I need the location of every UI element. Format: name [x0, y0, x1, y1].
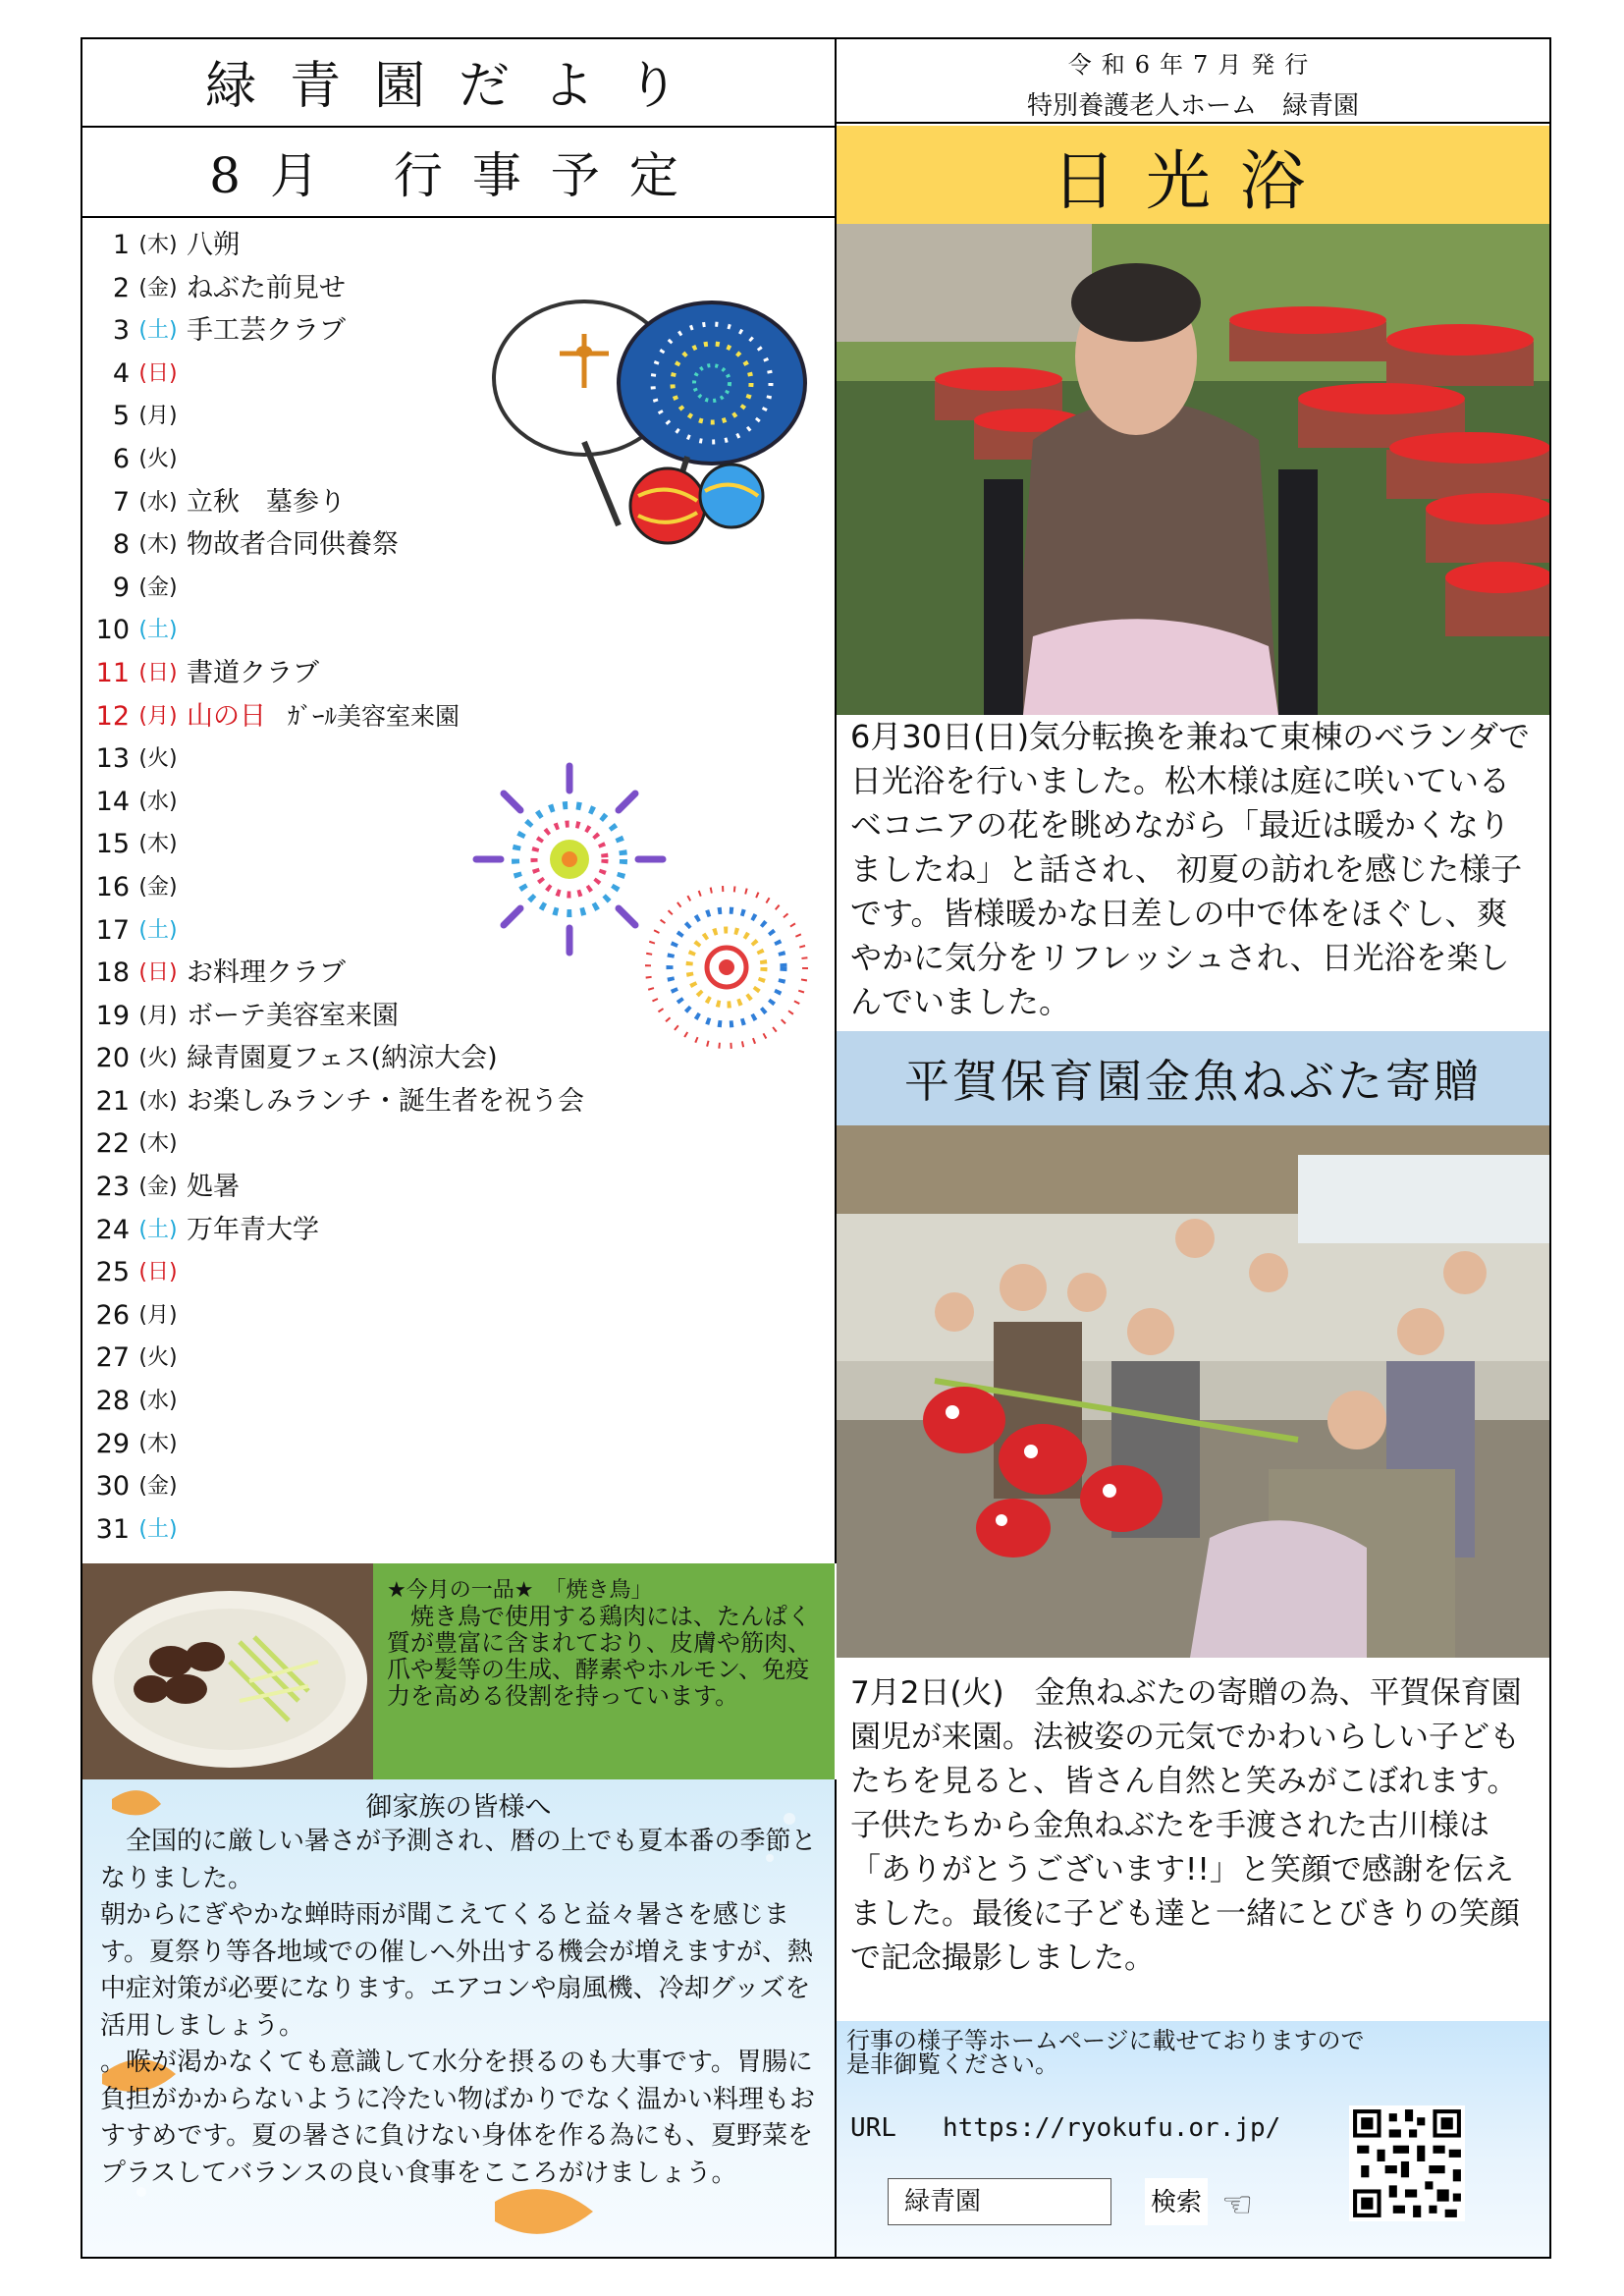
schedule-weekday: (日) — [138, 960, 178, 986]
schedule-weekday: (火) — [138, 1345, 178, 1371]
schedule-day: 22 — [95, 1128, 130, 1160]
schedule-day: 18 — [95, 957, 130, 989]
schedule-day: 7 — [112, 486, 130, 518]
sunbath-title: 日光浴 — [837, 126, 1549, 224]
schedule-row — [90, 1337, 827, 1380]
schedule-day: 28 — [95, 1386, 130, 1417]
schedule-day: 2 — [112, 272, 130, 303]
goldfish-photo — [837, 1125, 1549, 1658]
family-letter-title: 御家族の皆様へ — [365, 1792, 552, 1823]
schedule-event: ねぶた前見せ — [187, 272, 346, 303]
schedule-row — [90, 1166, 827, 1209]
schedule-weekday: (日) — [138, 360, 178, 386]
schedule-weekday: (金) — [138, 1175, 178, 1200]
monthly-dish-heading: ★今月の一品★ 「焼き鳥」 — [387, 1578, 653, 1603]
schedule-weekday: (水) — [138, 1389, 178, 1414]
schedule-weekday: (水) — [138, 1088, 178, 1114]
schedule-row — [90, 1209, 827, 1252]
schedule-event: ボーテ美容室来園 — [187, 1000, 399, 1031]
homepage-note — [846, 2029, 1365, 2076]
homepage-box — [837, 2021, 1549, 2257]
schedule-event: 八朔 — [187, 230, 240, 260]
monthly-dish-text: 焼き鳥で使用する鶏肉には、たんぱく質が豊富に含まれており、皮膚や筋肉、爪や髪等の生成、酵素やホルモン、免疫力を高める役割を持っています。 — [387, 1603, 811, 1710]
schedule-day: 26 — [95, 1299, 130, 1331]
issue-date: 令和6年7月発行 — [1067, 51, 1319, 79]
sunbath-photo — [837, 224, 1549, 715]
schedule-weekday: (水) — [138, 789, 178, 814]
schedule-row — [90, 1122, 827, 1166]
schedule-row — [90, 567, 827, 610]
schedule-row — [90, 1508, 827, 1552]
family-paragraph: 。喉が渇かなくても意識して水分を摂るのも大事です。胃腸に負担がかからないように冷たい物ばかりでなく温かい料理もおすすめです。夏の暑さに負けない身体を作る為にも、夏野菜をプラスしてバランスの良い食事をこころがけましょう。 — [100, 2048, 816, 2188]
schedule-row — [90, 1423, 827, 1466]
goldfish-title: 平賀保育園金魚ねぶた寄贈 — [837, 1031, 1549, 1125]
schedule-weekday: (水) — [138, 489, 178, 515]
schedule-day: 10 — [95, 615, 130, 646]
schedule-row — [90, 1251, 827, 1294]
schedule-event: 緑青園夏フェス(納涼大会) — [187, 1043, 498, 1074]
schedule-day: 15 — [95, 829, 130, 860]
schedule-event: 処暑 — [187, 1172, 240, 1203]
schedule-day: 30 — [95, 1471, 130, 1503]
schedule-row — [90, 1380, 827, 1423]
schedule-row — [90, 609, 827, 652]
schedule-weekday: (火) — [138, 746, 178, 772]
schedule-event: 物故者合同供養祭 — [187, 529, 399, 561]
schedule-weekday: (金) — [138, 874, 178, 900]
schedule-row — [90, 224, 827, 267]
schedule-row — [90, 695, 827, 738]
search-box[interactable]: 緑青園 — [888, 2178, 1111, 2225]
schedule-day: 5 — [112, 401, 130, 432]
schedule-weekday: (土) — [138, 618, 178, 643]
schedule-event: お料理クラブ — [187, 957, 346, 989]
schedule-event: 書道クラブ — [187, 657, 319, 688]
schedule-day: 25 — [95, 1257, 130, 1288]
issue-info — [837, 39, 1549, 122]
schedule-day: 6 — [112, 443, 130, 474]
masthead-rule — [837, 122, 1549, 124]
water-balloon-icon — [630, 465, 763, 543]
yakitori-photo — [82, 1563, 373, 1779]
schedule-row — [90, 1294, 827, 1338]
goldfish-article: 7月2日(火) 金魚ねぶたの寄贈の為、平賀保育園園児が来園。法被姿の元気でかわいらしい子どもたちを見ると、皆さん自然と笑みがこぼれます。子供たちから金魚ねぶたを手渡された古川様は「ありがとうございます!!」と笑顔で感謝を伝えました。最後に子ども達と一緒にとびきりの笑顔で記念撮影しました。 — [850, 1675, 1522, 1976]
schedule-weekday: (月) — [138, 1003, 178, 1028]
schedule-day: 20 — [95, 1043, 130, 1074]
schedule-day: 23 — [95, 1172, 130, 1203]
pointing-hand-icon: ☜ — [1221, 2185, 1254, 2225]
schedule-day: 19 — [95, 1000, 130, 1031]
newsletter-title: 緑青園だより — [204, 56, 712, 116]
schedule-weekday: (木) — [138, 233, 178, 257]
schedule-weekday: (土) — [138, 917, 178, 943]
schedule-event: お楽しみランチ・誕生者を祝う会 — [187, 1085, 584, 1117]
search-button[interactable]: 検索 — [1145, 2178, 1208, 2225]
sunbath-article: 6月30日(日)気分転換を兼ねて東棟のベランダで日光浴を行いました。松木様は庭に咲いているベコニアの花を眺めながら「最近は暖かくなりましたね」と話され、 初夏の訪れを感じた様子です。皆様暖かな日差しの中で体をほぐし、爽やかに気分をリフレッシュされ、日光浴を楽しんでいました。 — [850, 718, 1530, 1020]
firework-small-icon — [648, 889, 805, 1046]
schedule-weekday: (月) — [138, 703, 178, 729]
homepage-url-link[interactable]: https://ryokufu.or.jp/ — [942, 2113, 1281, 2143]
schedule-title: 8月 行事予定 — [82, 126, 835, 218]
schedule-weekday: (金) — [138, 574, 178, 600]
schedule-day: 16 — [95, 871, 130, 902]
schedule-day: 27 — [95, 1342, 130, 1374]
schedule-day: 14 — [95, 786, 130, 817]
schedule-event: 万年青大学 — [187, 1214, 319, 1245]
schedule-day: 31 — [95, 1513, 130, 1545]
schedule-weekday: (土) — [138, 1516, 178, 1542]
schedule-weekday: (金) — [138, 1474, 178, 1500]
schedule-day: 13 — [95, 743, 130, 775]
fireworks-illustration — [471, 746, 825, 1070]
monthly-dish-box — [373, 1563, 835, 1779]
uchiwa-fan-illustration — [491, 295, 815, 560]
schedule-day: 1 — [112, 230, 130, 260]
schedule-day: 24 — [95, 1214, 130, 1245]
publisher-name: 特別養護老人ホーム 緑青園 — [1026, 91, 1359, 121]
schedule-weekday: (火) — [138, 446, 178, 471]
schedule-event: 山の日 — [187, 700, 266, 732]
schedule-weekday: (月) — [138, 1302, 178, 1328]
family-letter — [82, 1779, 835, 2257]
schedule-weekday: (日) — [138, 660, 178, 685]
family-paragraph: 朝からにぎやかな蝉時雨が聞こえてくると益々暑さを感じます。夏祭り等各地域での催しへ外出する機会が増えますが、熱中症対策が必要になります。エアコンや扇風機、冷却グッズを活用しましょう。 — [100, 1900, 813, 2041]
schedule-event: 手工芸クラブ — [187, 315, 346, 347]
schedule-weekday: (木) — [138, 1131, 178, 1157]
schedule-weekday: (木) — [138, 832, 178, 857]
schedule-weekday: (日) — [138, 1260, 178, 1285]
schedule-day: 21 — [95, 1085, 130, 1117]
family-letter-body — [100, 1824, 817, 2192]
schedule-day: 17 — [95, 914, 130, 946]
family-paragraph: 全国的に厳しい暑さが予測され、暦の上でも夏本番の季節となりました。 — [100, 1827, 817, 1893]
schedule-weekday: (火) — [138, 1046, 178, 1071]
schedule-weekday: (木) — [138, 1431, 178, 1456]
schedule-weekday: (土) — [138, 318, 178, 344]
schedule-row — [90, 652, 827, 695]
schedule-day: 8 — [112, 529, 130, 561]
schedule-event-secondary: ｶﾞｰﾙ美容室来園 — [288, 701, 460, 731]
qr-code-icon[interactable] — [1349, 2105, 1465, 2221]
schedule-weekday: (金) — [138, 275, 178, 301]
homepage-url-row — [850, 2113, 1280, 2143]
schedule-event: 立秋 墓参り — [187, 486, 346, 518]
schedule-row — [90, 1080, 827, 1123]
schedule-row — [90, 1465, 827, 1508]
schedule-day: 12 — [95, 700, 130, 732]
schedule-weekday: (月) — [138, 404, 178, 429]
schedule-weekday: (木) — [138, 532, 178, 558]
schedule-day: 4 — [112, 357, 130, 389]
homepage-note-line: 行事の様子等ホームページに載せておりますので — [846, 2027, 1365, 2054]
homepage-note-line: 是非御覧ください。 — [846, 2050, 1058, 2078]
schedule-day: 3 — [112, 315, 130, 347]
schedule-day: 29 — [95, 1428, 130, 1459]
firework-large-icon — [476, 766, 663, 953]
schedule-day: 9 — [112, 572, 130, 603]
schedule-weekday: (土) — [138, 1217, 178, 1242]
url-label: URL — [850, 2113, 896, 2143]
schedule-day: 11 — [95, 657, 130, 688]
